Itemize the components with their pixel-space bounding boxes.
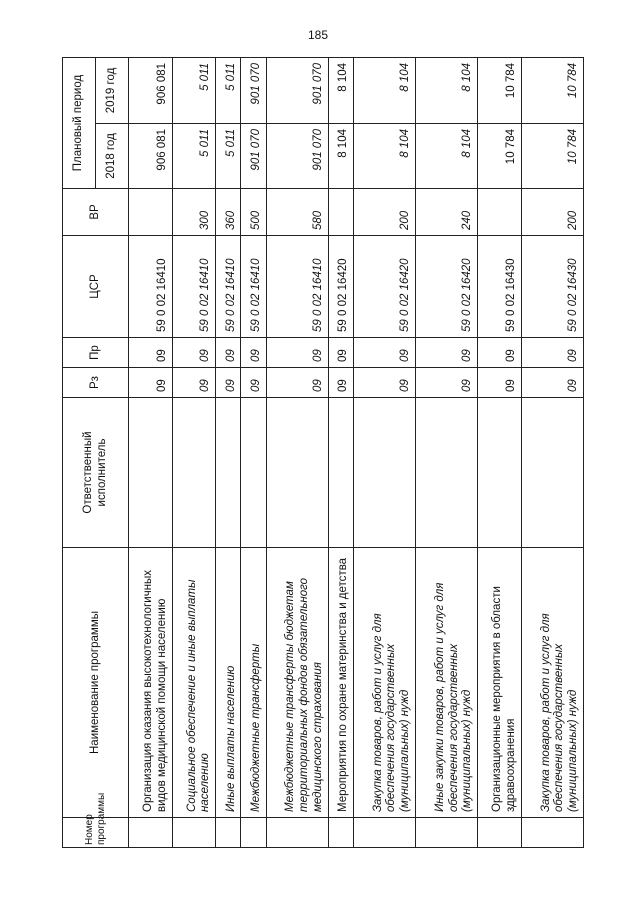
header-2018: 2018 год xyxy=(96,124,129,189)
header-csr: ЦСР xyxy=(63,236,129,338)
cell-num xyxy=(241,818,266,848)
cell-num xyxy=(416,818,478,848)
cell-vr: 580 xyxy=(266,189,328,236)
cell-csr: 59 0 02 16420 xyxy=(353,236,415,338)
cell-csr: 59 0 02 16410 xyxy=(129,236,173,338)
table-row xyxy=(416,57,478,847)
cell-csr: 59 0 02 16410 xyxy=(266,236,328,338)
header-num: Номер программы xyxy=(63,818,129,848)
cell-vr: 200 xyxy=(353,189,415,236)
cell-pr: 09 xyxy=(416,338,478,368)
cell-vr: 240 xyxy=(416,189,478,236)
cell-pr: 09 xyxy=(353,338,415,368)
cell-rz: 09 xyxy=(353,368,415,398)
cell-name: Организация оказания высокотехнологичных видов медицинской помощи населению xyxy=(129,548,173,818)
cell-exec xyxy=(478,398,522,548)
cell-pr: 09 xyxy=(328,338,353,368)
cell-num xyxy=(328,818,353,848)
table-row xyxy=(328,57,353,847)
rotated-table-wrapper xyxy=(62,58,584,848)
table-row xyxy=(353,57,415,847)
cell-rz: 09 xyxy=(129,368,173,398)
cell-exec xyxy=(216,398,241,548)
cell-num xyxy=(353,818,415,848)
cell-name: Иные закупки товаров, работ и услуг для обеспечения государственных (муниципальных) нужд xyxy=(416,548,478,818)
cell-2019: 8 104 xyxy=(353,57,415,123)
cell-num xyxy=(216,818,241,848)
cell-exec xyxy=(241,398,266,548)
cell-vr xyxy=(129,189,173,236)
header-row-1 xyxy=(63,57,96,847)
cell-vr: 300 xyxy=(172,189,216,236)
table-row xyxy=(521,57,583,847)
cell-exec xyxy=(172,398,216,548)
cell-rz: 09 xyxy=(266,368,328,398)
header-exec: Ответственный исполнитель xyxy=(63,398,129,548)
cell-2019: 906 081 xyxy=(129,57,173,123)
cell-2018: 5 011 xyxy=(216,124,241,189)
cell-pr: 09 xyxy=(129,338,173,368)
cell-csr: 59 0 02 16410 xyxy=(172,236,216,338)
cell-2018: 5 011 xyxy=(172,124,216,189)
cell-2018: 10 784 xyxy=(521,124,583,189)
cell-2019: 5 011 xyxy=(216,57,241,123)
cell-pr: 09 xyxy=(521,338,583,368)
cell-2019: 8 104 xyxy=(416,57,478,123)
cell-vr: 200 xyxy=(521,189,583,236)
cell-2019: 8 104 xyxy=(328,57,353,123)
cell-vr: 360 xyxy=(216,189,241,236)
cell-pr: 09 xyxy=(216,338,241,368)
cell-2018: 8 104 xyxy=(416,124,478,189)
cell-rz: 09 xyxy=(416,368,478,398)
cell-vr xyxy=(478,189,522,236)
cell-rz: 09 xyxy=(478,368,522,398)
cell-exec xyxy=(328,398,353,548)
cell-exec xyxy=(353,398,415,548)
cell-pr: 09 xyxy=(241,338,266,368)
cell-exec xyxy=(266,398,328,548)
cell-2019: 5 011 xyxy=(172,57,216,123)
cell-pr: 09 xyxy=(266,338,328,368)
cell-2018: 10 784 xyxy=(478,124,522,189)
cell-num xyxy=(478,818,522,848)
header-2019: 2019 год xyxy=(96,57,129,123)
cell-2018: 8 104 xyxy=(353,124,415,189)
cell-num xyxy=(129,818,173,848)
cell-csr: 59 0 02 16430 xyxy=(521,236,583,338)
cell-csr: 59 0 02 16410 xyxy=(216,236,241,338)
cell-csr: 59 0 02 16430 xyxy=(478,236,522,338)
header-name: Наименование программы xyxy=(63,548,129,818)
page-number: 185 xyxy=(308,28,329,42)
header-vr: ВР xyxy=(63,189,129,236)
cell-name: Мероприятия по охране материнства и детства xyxy=(328,548,353,818)
cell-exec xyxy=(416,398,478,548)
cell-name: Социальное обеспечение и иные выплаты населению xyxy=(172,548,216,818)
cell-2019: 901 070 xyxy=(241,57,266,123)
cell-2019: 10 784 xyxy=(521,57,583,123)
cell-rz: 09 xyxy=(241,368,266,398)
cell-2018: 8 104 xyxy=(328,124,353,189)
cell-csr: 59 0 02 16420 xyxy=(328,236,353,338)
table-row xyxy=(478,57,522,847)
cell-2019: 901 070 xyxy=(266,57,328,123)
cell-exec xyxy=(521,398,583,548)
cell-num xyxy=(172,818,216,848)
cell-num xyxy=(521,818,583,848)
table-row xyxy=(172,57,216,847)
cell-vr xyxy=(328,189,353,236)
cell-csr: 59 0 02 16420 xyxy=(416,236,478,338)
header-pr: Пр xyxy=(63,338,129,368)
cell-vr: 500 xyxy=(241,189,266,236)
cell-name: Закупка товаров, работ и услуг для обеспечения государственных (муниципальных) нужд xyxy=(353,548,415,818)
cell-name: Организационные мероприятия в области здравоохранения xyxy=(478,548,522,818)
header-plan: Плановый период xyxy=(63,57,96,188)
cell-num xyxy=(266,818,328,848)
cell-name: Иные выплаты населению xyxy=(216,548,241,818)
cell-2018: 901 070 xyxy=(266,124,328,189)
cell-rz: 09 xyxy=(172,368,216,398)
cell-2019: 10 784 xyxy=(478,57,522,123)
cell-name: Закупка товаров, работ и услуг для обеспечения государственных (муниципальных) нужд xyxy=(521,548,583,818)
cell-rz: 09 xyxy=(521,368,583,398)
cell-exec xyxy=(129,398,173,548)
table-row xyxy=(241,57,266,847)
cell-2018: 901 070 xyxy=(241,124,266,189)
cell-name: Межбюджетные трансферты бюджетам территориальных фондов обязательного медицинского страхования xyxy=(266,548,328,818)
table-row xyxy=(266,57,328,847)
cell-pr: 09 xyxy=(172,338,216,368)
cell-rz: 09 xyxy=(328,368,353,398)
cell-csr: 59 0 02 16410 xyxy=(241,236,266,338)
table-row xyxy=(129,57,173,847)
header-rz: Рз xyxy=(63,368,129,398)
table-row xyxy=(216,57,241,847)
cell-2018: 906 081 xyxy=(129,124,173,189)
cell-pr: 09 xyxy=(478,338,522,368)
cell-rz: 09 xyxy=(216,368,241,398)
cell-name: Межбюджетные трансферты xyxy=(241,548,266,818)
budget-table xyxy=(62,57,584,848)
